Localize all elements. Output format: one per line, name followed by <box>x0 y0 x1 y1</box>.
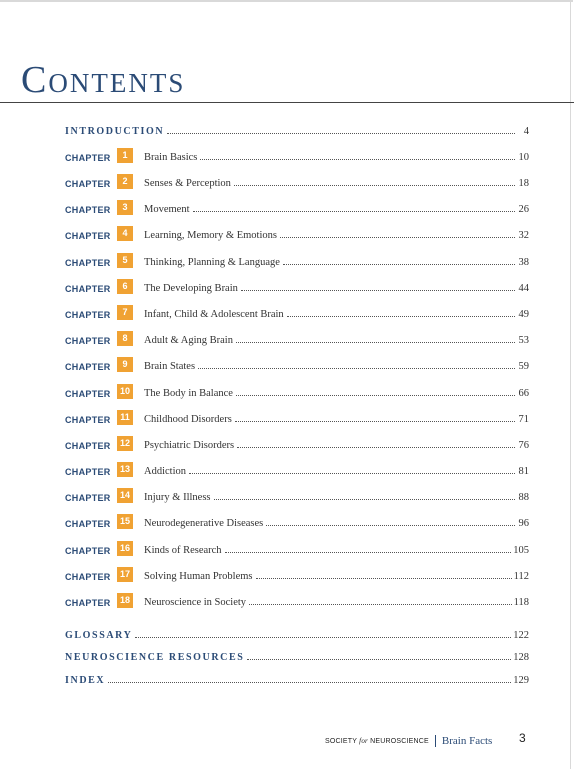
toc-entry-page: 53 <box>518 335 529 346</box>
dot-leader <box>283 263 515 265</box>
chapter-number-badge: 16 <box>117 541 133 556</box>
page-border-right <box>570 0 571 769</box>
dot-leader <box>135 636 511 638</box>
chapter-word: CHAPTER <box>65 441 111 451</box>
toc-entry-neuroscience-resources[interactable] <box>65 647 529 663</box>
toc-entry-chapter-12[interactable] <box>65 435 529 451</box>
toc-entry-label: GLOSSARY <box>65 630 133 641</box>
toc-entry-page: 4 <box>523 126 529 137</box>
chapter-number-badge: 18 <box>117 593 133 608</box>
toc-entry-page: 18 <box>518 178 529 189</box>
footer-organization: SOCIETY for NEUROSCIENCE <box>325 737 429 745</box>
toc-entry-label: NEUROSCIENCE RESOURCES <box>65 652 245 663</box>
chapter-number-badge: 8 <box>117 331 133 346</box>
chapter-title: Movement <box>144 204 190 215</box>
chapter-title: Neurodegenerative Diseases <box>144 518 264 529</box>
dot-leader <box>189 472 515 474</box>
chapter-number-badge: 10 <box>117 384 133 399</box>
toc-entry-page: 10 <box>518 152 529 163</box>
dot-leader <box>108 681 511 683</box>
toc-entry-chapter-15[interactable] <box>65 513 529 529</box>
toc-entry-chapter-9[interactable] <box>65 356 529 372</box>
dot-leader <box>214 498 516 500</box>
chapter-word: CHAPTER <box>65 572 111 582</box>
chapter-number-badge: 11 <box>117 410 133 425</box>
footer-book-title: Brain Facts <box>441 735 493 747</box>
toc-entry-chapter-4[interactable] <box>65 225 529 241</box>
chapter-word: CHAPTER <box>65 231 111 241</box>
footer-divider <box>435 735 436 747</box>
toc-entry-chapter-17[interactable] <box>65 566 529 582</box>
toc-entry-index[interactable] <box>65 670 529 686</box>
toc-entry-chapter-3[interactable] <box>65 199 529 215</box>
toc-entry-chapter-2[interactable] <box>65 173 529 189</box>
chapter-title: Solving Human Problems <box>144 571 253 582</box>
chapter-word: CHAPTER <box>65 258 111 268</box>
chapter-word: CHAPTER <box>65 415 111 425</box>
chapter-title: Psychiatric Disorders <box>144 440 235 451</box>
chapter-word: CHAPTER <box>65 205 111 215</box>
chapter-number-badge: 12 <box>117 436 133 451</box>
toc-entry-chapter-18[interactable] <box>65 592 529 608</box>
dot-leader <box>167 132 515 134</box>
chapter-word: CHAPTER <box>65 284 111 294</box>
dot-leader <box>241 289 515 291</box>
dot-leader <box>287 315 515 317</box>
toc-entry-page: 32 <box>518 230 529 241</box>
toc-entry-page: 81 <box>518 466 529 477</box>
dot-leader <box>266 524 515 526</box>
page-title: Contents <box>21 59 186 101</box>
toc-entry-page: 105 <box>513 545 529 556</box>
page-footer <box>325 734 492 748</box>
chapter-title: Brain Basics <box>144 152 198 163</box>
chapter-word: CHAPTER <box>65 598 111 608</box>
chapter-title: Adult & Aging Brain <box>144 335 233 346</box>
toc-entry-page: 38 <box>518 257 529 268</box>
toc-entry-page: 44 <box>518 283 529 294</box>
chapter-number-badge: 9 <box>117 357 133 372</box>
toc-entry-chapter-11[interactable] <box>65 409 529 425</box>
chapter-number-badge: 15 <box>117 514 133 529</box>
toc-entry-page: 96 <box>518 518 529 529</box>
chapter-title: The Body in Balance <box>144 388 233 399</box>
toc-entry-page: 66 <box>518 388 529 399</box>
chapter-title: Kinds of Research <box>144 545 222 556</box>
chapter-title: Neuroscience in Society <box>144 597 247 608</box>
toc-entry-label: INDEX <box>65 675 106 686</box>
chapter-number-badge: 5 <box>117 253 133 268</box>
chapter-word: CHAPTER <box>65 389 111 399</box>
chapter-word: CHAPTER <box>65 153 111 163</box>
toc-entry-page: 128 <box>513 652 529 663</box>
toc-entry-chapter-7[interactable] <box>65 304 529 320</box>
toc-entry-chapter-5[interactable] <box>65 252 529 268</box>
chapter-number-badge: 7 <box>117 305 133 320</box>
toc-entry-chapter-16[interactable] <box>65 540 529 556</box>
dot-leader <box>193 210 516 212</box>
toc-entry-chapter-13[interactable] <box>65 461 529 477</box>
dot-leader <box>280 236 515 238</box>
chapter-number-badge: 13 <box>117 462 133 477</box>
toc-entry-chapter-6[interactable] <box>65 278 529 294</box>
chapter-word: CHAPTER <box>65 336 111 346</box>
chapter-title: Senses & Perception <box>144 178 231 189</box>
chapter-number-badge: 14 <box>117 488 133 503</box>
chapter-number-badge: 6 <box>117 279 133 294</box>
chapter-title: The Developing Brain <box>144 283 238 294</box>
toc-entry-page: 118 <box>513 597 529 608</box>
toc-entry-page: 76 <box>518 440 529 451</box>
chapter-title: Injury & Illness <box>144 492 211 503</box>
chapter-word: CHAPTER <box>65 493 111 503</box>
toc-entry-chapter-8[interactable] <box>65 330 529 346</box>
chapter-title: Thinking, Planning & Language <box>144 257 280 268</box>
chapter-title: Addiction <box>144 466 186 477</box>
dot-leader <box>256 577 512 579</box>
page-number: 3 <box>519 731 526 745</box>
dot-leader <box>235 420 515 422</box>
chapter-word: CHAPTER <box>65 519 111 529</box>
chapter-word: CHAPTER <box>65 546 111 556</box>
dot-leader <box>236 341 515 343</box>
dot-leader <box>237 446 515 448</box>
chapter-title: Learning, Memory & Emotions <box>144 230 277 241</box>
toc-entry-page: 26 <box>518 204 529 215</box>
dot-leader <box>247 658 511 660</box>
chapter-title: Brain States <box>144 361 196 372</box>
toc-entry-chapter-1[interactable] <box>65 147 529 163</box>
dot-leader <box>200 158 515 160</box>
toc-entry-page: 71 <box>518 414 529 425</box>
toc-entry-page: 49 <box>518 309 529 320</box>
chapter-number-badge: 4 <box>117 226 133 241</box>
toc-entry-chapter-14[interactable] <box>65 487 529 503</box>
toc-entry-introduction[interactable] <box>65 121 529 137</box>
chapter-word: CHAPTER <box>65 362 111 372</box>
dot-leader <box>234 184 515 186</box>
chapter-number-badge: 1 <box>117 148 133 163</box>
dot-leader <box>249 603 512 605</box>
chapter-word: CHAPTER <box>65 467 111 477</box>
page-border-top <box>0 0 573 2</box>
chapter-word: CHAPTER <box>65 310 111 320</box>
chapter-number-badge: 17 <box>117 567 133 582</box>
toc-entry-label: INTRODUCTION <box>65 126 165 137</box>
chapter-number-badge: 2 <box>117 174 133 189</box>
chapter-title: Childhood Disorders <box>144 414 232 425</box>
dot-leader <box>225 551 512 553</box>
toc-entry-page: 59 <box>518 361 529 372</box>
chapter-number-badge: 3 <box>117 200 133 215</box>
toc-entry-page: 122 <box>513 630 529 641</box>
toc-entry-page: 129 <box>513 675 529 686</box>
toc-entry-page: 88 <box>518 492 529 503</box>
title-divider <box>0 102 574 103</box>
dot-leader <box>198 367 515 369</box>
toc-entry-chapter-10[interactable] <box>65 383 529 399</box>
toc-entry-page: 112 <box>513 571 529 582</box>
toc-entry-glossary[interactable] <box>65 625 529 641</box>
chapter-word: CHAPTER <box>65 179 111 189</box>
dot-leader <box>236 394 515 396</box>
chapter-title: Infant, Child & Adolescent Brain <box>144 309 284 320</box>
